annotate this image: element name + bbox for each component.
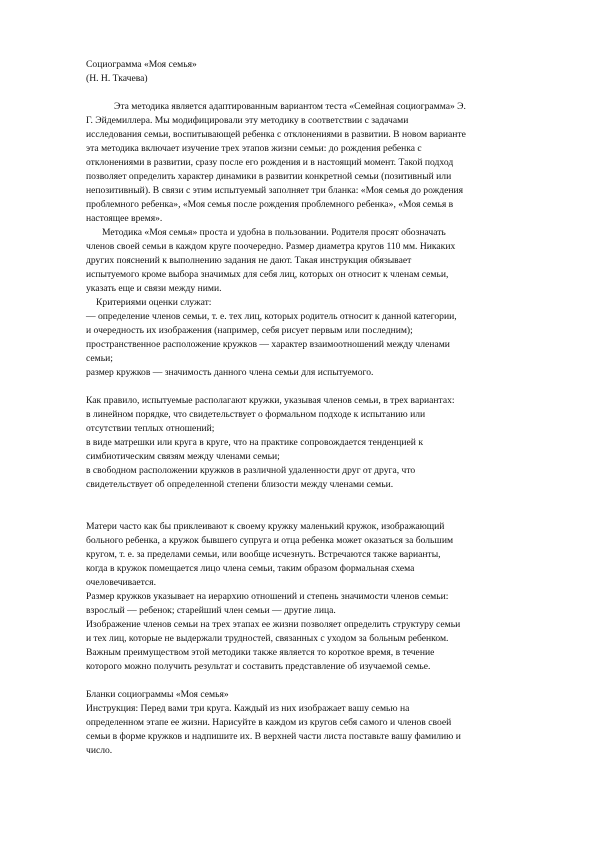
list-line: отсутствии теплых отношений; (86, 423, 215, 434)
criteria-heading: Критериями оценки служат: (96, 297, 212, 308)
document-title: Социограмма «Моя семья» (86, 59, 197, 70)
paragraph-line: других пояснений к выполнению задания не дают. Такая инструкция обязывает (86, 255, 412, 266)
paragraph-line: Как правило, испытуемые располагают кружки, указывая членов семьи, в трех вариантах: (86, 395, 455, 406)
paragraph-line: которого можно получить результат и составить представление об изучаемой семье. (86, 661, 431, 672)
paragraph-line: настоящее время». (86, 213, 163, 224)
paragraph-line: исследования семьи, воспитывающей ребенка с отклонениями в развитии. В новом варианте (86, 129, 466, 140)
paragraph-line: указать еще и связи между ними. (86, 283, 222, 294)
paragraph-line: Методика «Моя семья» проста и удобна в пользовании. Родителя просят обозначать (102, 227, 446, 238)
spacer (86, 86, 556, 100)
spacer (86, 674, 556, 688)
paragraph-line: когда в кружок помещается лицо члена семьи, таким образом формальная схема (86, 563, 415, 574)
list-line: и очередность их изображения (например, себя рисует первым или последним); (86, 325, 413, 336)
paragraph-line: членов своей семьи в каждом круге поочередно. Размер диаметра кругов 110 мм. Никаких (86, 241, 456, 252)
paragraph-line: отклонениями в развитии, сразу после его рождения и в настоящий момент. Такой подход (86, 157, 454, 168)
paragraph-line: и тех лиц, которые не выдержали трудностей, связанных с уходом за больным ребенком. (86, 633, 449, 644)
paragraph-line: эта методика включает изучение трех этапов жизни семьи: до рождения ребенка с (86, 143, 422, 154)
list-line: семьи; (86, 353, 113, 364)
paragraph-line: Размер кружков указывает на иерархию отношений и степень значимости членов семьи: (86, 591, 449, 602)
list-line: свидетельствует об определенной степени близости между членами семьи. (86, 479, 394, 490)
instruction-line: определенном этапе ее жизни. Нарисуйте в каждом из кругов себя самого и членов своей (86, 717, 452, 728)
forms-heading: Бланки социограммы «Моя семья» (86, 689, 229, 700)
paragraph-line: больного ребенка, а кружок бывшего супруга и отца ребенка может оказаться за большим (86, 535, 454, 546)
paragraph-line: непозитивный). В связи с этим испытуемый заполняет три бланка: «Моя семья до рождения (86, 185, 464, 196)
list-line: в свободном расположении кружков в различной удаленности друг от друга, что (86, 465, 416, 476)
paragraph-line: Эта методика является адаптированным вариантом теста «Семейная социограмма» Э. (114, 101, 466, 112)
paragraph-line: проблемного ребенка», «Моя семья после рождения проблемного ребенка», «Моя семья в (86, 199, 454, 210)
instruction-line: Инструкция: Перед вами три круга. Каждый из них изображает вашу семью на (86, 703, 410, 714)
spacer (86, 492, 556, 506)
paragraph-line: кругом, т. е. за пределами семьи, или вообще исчезнуть. Встречаются также варианты, (86, 549, 441, 560)
list-line: симбиотическим связям между членами семьи; (86, 451, 280, 462)
list-line: размер кружков — значимость данного члена семьи для испытуемого. (86, 367, 374, 378)
paragraph-line: очеловечивается. (86, 577, 156, 588)
spacer (86, 380, 556, 394)
list-line: пространственное расположение кружков — характер взаимоотношений между членами (86, 339, 450, 350)
instruction-line: число. (86, 745, 113, 756)
paragraph-line: Матери часто как бы приклеивают к своему кружку маленький кружок, изображающий (86, 521, 445, 532)
paragraph-line: Важным преимуществом этой методики также является то короткое время, в течение (86, 647, 435, 658)
list-line: в линейном порядке, что свидетельствует о формальном подходе к испытанию или (86, 409, 426, 420)
paragraph-line: позволяет определить характер динамики в развитии конкретной семьи (позитивный или (86, 171, 452, 182)
list-line: — определение членов семьи, т. е. тех лиц, которых родитель относит к данной категории, (86, 311, 457, 322)
document-page (86, 58, 556, 758)
spacer (86, 506, 556, 520)
paragraph-line: Г. Эйдемиллера. Мы модифицировали эту методику в соответствии с задачами (86, 115, 409, 126)
list-line: в виде матрешки или круга в круге, что на практике сопровождается тенденцией к (86, 437, 423, 448)
paragraph-line: испытуемого кроме выбора значимых для себя лиц, которых он относит к членам семьи, (86, 269, 449, 280)
document-author: (Н. Н. Ткачева) (86, 73, 148, 84)
paragraph-line: Изображение членов семьи на трех этапах ее жизни позволяет определить структуру семьи (86, 619, 461, 630)
paragraph-line: взрослый — ребенок; старейший член семьи — другие лица. (86, 605, 336, 616)
instruction-line: семьи в форме кружков и надпишите их. В верхней части листа поставьте вашу фамилию и (86, 731, 461, 742)
